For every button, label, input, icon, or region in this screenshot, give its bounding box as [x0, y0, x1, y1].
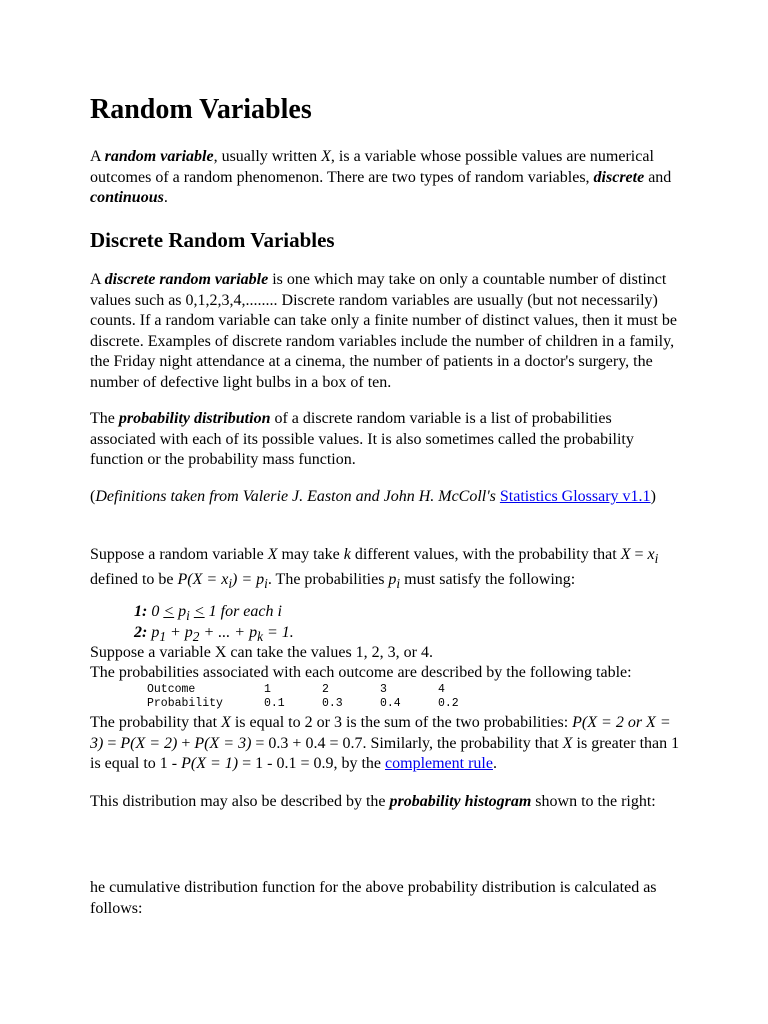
- complement-rule-link[interactable]: complement rule: [385, 755, 493, 772]
- rule-2: 2: $p_1 + p_2$ + ... + $p_k = 1$.: [134, 624, 294, 645]
- table-cell: Probability: [147, 697, 223, 710]
- term-random-variable: random variable: [104, 148, 214, 165]
- table-cell: 3: [380, 683, 387, 696]
- table-cell: 0.1: [264, 697, 285, 710]
- probability-distribution-paragraph: The probability distribution of a discrete random variable is a list of probabilities associated with each of its possible values. It is also sometimes called the probability function or the probability mass function.: [90, 410, 634, 468]
- table-cell: 0.2: [438, 697, 459, 710]
- term-continuous: continuous: [90, 189, 164, 206]
- discrete-definition-paragraph: A discrete random variable is one which may take on only a countable number of distinct values such as 0,1,2,3,4,........ Discrete random variables are usually (but not necessarily) counts. If a random variable can take only a finite number of distinct values, then it must be discrete. Examples of discrete random variables include the number of children in a family, the Friday night attendance at a cinema, the number of patients in a doctor's surgery, the number of defective light bulbs in a box of ten.: [90, 271, 677, 391]
- term-probability-distribution: probability distribution: [118, 410, 271, 427]
- section-heading-discrete: Discrete Random Variables: [90, 228, 335, 252]
- term-discrete: discrete: [593, 168, 645, 186]
- table-cell: Outcome: [147, 683, 196, 696]
- rule-1: 1: $0 < p_i < 1$ for each i: [134, 603, 282, 624]
- term-probability-histogram: probability histogram: [389, 793, 532, 810]
- table-row: [147, 683, 496, 697]
- suppose-paragraph: Suppose a random variable X may take k different values, with the probability that $X = x_i$ defined to be $P(X = x_i) = p_i$. The probabilities $p_i$ must satisfy the following:: [90, 546, 659, 591]
- example-line-2: The probabilities associated with each outcome are described by the following table:: [90, 664, 632, 681]
- cdf-paragraph: he cumulative distribution function for the above probability distribution is calculated as follows:: [90, 879, 657, 917]
- intro-paragraph: A random variable, usually written X, is a variable whose possible values are numerical outcomes of a random phenomenon. There are two types of random variables, discrete and continuous.: [90, 148, 672, 206]
- citation-paragraph: (Definitions taken from Valerie J. Easton and John H. McColl's Statistics Glossary v1.1): [90, 488, 656, 505]
- example-line-1: Suppose a variable X can take the values 1, 2, 3, or 4.: [90, 644, 434, 661]
- term-discrete-random-variable: discrete random variable: [104, 271, 269, 288]
- table-cell: 2: [322, 683, 329, 696]
- page-title: Random Variables: [90, 94, 312, 125]
- table-cell: 0.3: [322, 697, 343, 710]
- statistics-glossary-link[interactable]: Statistics Glossary v1.1: [499, 488, 651, 505]
- table-cell: 0.4: [380, 697, 401, 710]
- table-row: [147, 697, 496, 711]
- histogram-paragraph: This distribution may also be described by the probability histogram shown to the right:: [90, 793, 656, 810]
- table-cell: 4: [438, 683, 445, 696]
- sum-probability-paragraph: The probability that X is equal to 2 or 3 is the sum of the two probabilities: P(X = 2 or X = 3) = P(X = 2) + P(X = 3) = 0.3 + 0.4 = 0.7. Similarly, the probability that X is greater than 1 is equal to 1 - P(X = 1) = 1 - 0.1 = 0.9, by the complement rule.: [90, 714, 680, 772]
- probability-table: [147, 683, 496, 711]
- table-cell: 1: [264, 683, 271, 696]
